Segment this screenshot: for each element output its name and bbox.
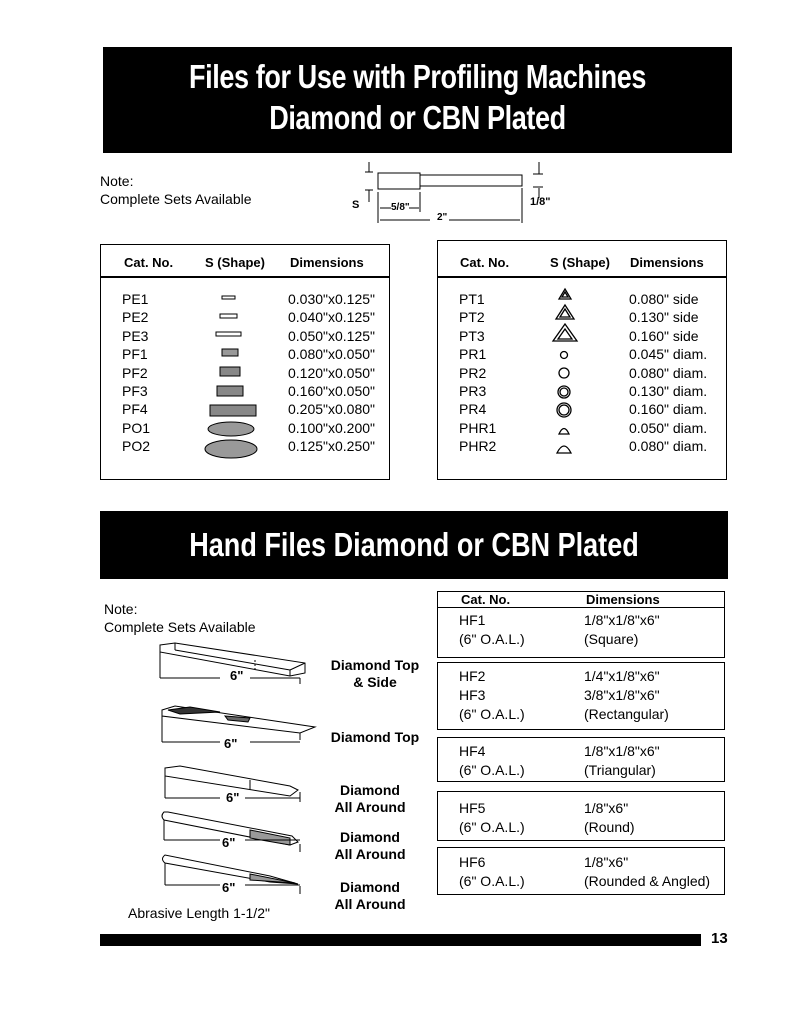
hf4-cat: HF4 (6" O.A.L.) — [459, 743, 525, 778]
hf2-dims: 1/4"x1/8"x6" 3/8"x1/8"x6" (Rectangular) — [584, 668, 669, 722]
hf1-cat: HF1 (6" O.A.L.) — [459, 612, 525, 647]
shape-icons-triangle-round — [540, 288, 590, 458]
diamond-top-label: Diamond Top — [330, 729, 420, 745]
diameter-label: 1/8" — [530, 196, 551, 208]
hf6-cat: HF6 (6" O.A.L.) — [459, 854, 525, 889]
footer-bar — [100, 934, 701, 946]
note-label: Note: — [100, 173, 134, 189]
dimensions-column: 0.030"x0.125" 0.040"x0.125" 0.050"x0.125" 0.080"x0.050" 0.120"x0.050" 0.160"x0.050" 0.205"x0.080" 0.100"x0.200" 0.125"x0.250" — [288, 291, 376, 455]
hf1-dims: 1/8"x1/8"x6" (Square) — [584, 612, 660, 647]
header-cat-no: Cat. No. — [124, 255, 174, 270]
header-shape: S (Shape) — [205, 255, 265, 270]
page-number: 13 — [711, 930, 728, 947]
header-cat-no: Cat. No. — [461, 592, 511, 607]
length-label: 6" — [222, 880, 236, 895]
abrasive-length-note: Abrasive Length 1-1/2" — [128, 905, 270, 921]
header-dimensions: Dimensions — [586, 592, 660, 607]
profile-file-diagram — [345, 158, 565, 228]
banner-title-line2: Diamond or CBN Plated — [269, 99, 566, 136]
total-length-label: 2" — [437, 212, 448, 223]
header-dimensions: Dimensions — [630, 255, 704, 270]
cat-no-column: PE1 PE2 PE3 PF1 PF2 PF3 PF4 PO1 PO2 — [122, 291, 151, 455]
hf4-dims: 1/8"x1/8"x6" (Triangular) — [584, 743, 660, 778]
hf2-cat: HF2 HF3 (6" O.A.L.) — [459, 668, 525, 722]
header-cat-no: Cat. No. — [460, 255, 510, 270]
header-dimensions: Dimensions — [290, 255, 364, 270]
section-title-banner — [100, 511, 728, 579]
length-dimension-label: 5/8" — [391, 202, 410, 213]
section-title-banner — [103, 47, 732, 153]
diamond-top-side-label: Diamond Top & Side — [330, 657, 420, 690]
diamond-all-around-label: Diamond All Around — [334, 829, 406, 862]
header-shape: S (Shape) — [550, 255, 610, 270]
length-label: 6" — [224, 736, 238, 751]
banner-title: Hand Files Diamond or CBN Plated — [189, 526, 639, 563]
hf5-dims: 1/8"x6" (Round) — [584, 800, 635, 835]
length-label: 6" — [226, 790, 240, 805]
table-header-rule — [100, 276, 390, 278]
dimensions-column: 0.080" side 0.130" side 0.160" side 0.045" diam. 0.080" diam. 0.130" diam. 0.160" diam. 0.050" diam. 0.080" diam. — [629, 291, 708, 455]
length-label: 6" — [230, 668, 244, 683]
note-label: Note: — [104, 601, 138, 617]
shape-icons-flat-oval — [200, 290, 270, 460]
banner-title-line1: Files for Use with Profiling Machines — [189, 58, 646, 95]
table-header-rule — [437, 276, 727, 278]
table-header-rule — [437, 607, 725, 608]
note-text: Complete Sets Available — [100, 191, 252, 207]
length-label: 6" — [222, 835, 236, 850]
diamond-all-around-label: Diamond All Around — [334, 782, 406, 815]
shape-dimension-label: S — [352, 199, 360, 211]
diamond-all-around-label: Diamond All Around — [334, 879, 406, 912]
hf6-dims: 1/8"x6" (Rounded & Angled) — [584, 854, 711, 889]
note-text: Complete Sets Available — [104, 619, 256, 635]
hf5-cat: HF5 (6" O.A.L.) — [459, 800, 525, 835]
cat-no-column: PT1 PT2 PT3 PR1 PR2 PR3 PR4 PHR1 PHR2 — [459, 291, 497, 455]
